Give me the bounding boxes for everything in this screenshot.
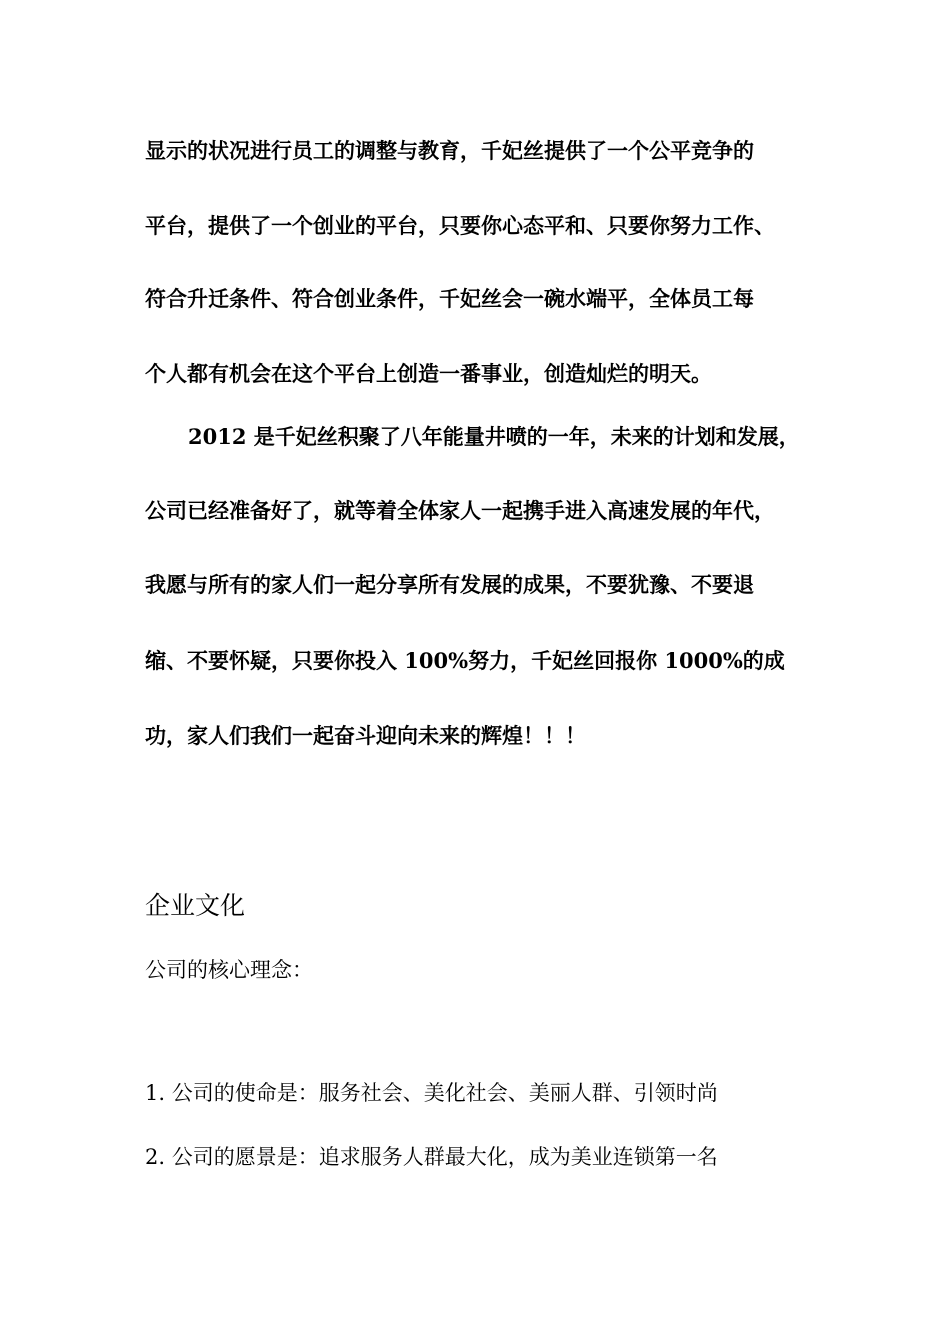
paragraph-1-line-3: 符合升迁条件、符合创业条件，千妃丝会一碗水端平，全体员工每: [145, 286, 754, 311]
paragraph-1-line-1: 显示的状况进行员工的调整与教育，千妃丝提供了一个公平竞争的: [145, 138, 754, 163]
section-heading: 企业文化: [145, 891, 246, 920]
paragraph-2-line-1: 2012 是千妃丝积聚了八年能量井喷的一年，未来的计划和发展，: [188, 424, 800, 449]
paragraph-2-line-4: 缩、不要怀疑，只要你投入 100%努力，千妃丝回报你 1000%的成: [145, 648, 785, 673]
paragraph-2-line-3: 我愿与所有的家人们一起分享所有发展的成果，不要犹豫、不要退: [145, 572, 754, 597]
paragraph-2-line-5: 功，家人们我们一起奋斗迎向未来的辉煌！！！: [145, 723, 586, 748]
core-concept-label: 公司的核心理念：: [145, 958, 313, 982]
vision-item: 2. 公司的愿景是：追求服务人群最大化，成为美业连锁第一名: [145, 1145, 718, 1169]
paragraph-2-line-2: 公司已经准备好了，就等着全体家人一起携手进入高速发展的年代，: [145, 498, 775, 523]
mission-item: 1. 公司的使命是：服务社会、美化社会、美丽人群、引领时尚: [145, 1081, 718, 1105]
paragraph-1-line-4: 个人都有机会在这个平台上创造一番事业，创造灿烂的明天。: [145, 361, 712, 386]
paragraph-1-line-2: 平台，提供了一个创业的平台，只要你心态平和、只要你努力工作、: [145, 213, 775, 238]
